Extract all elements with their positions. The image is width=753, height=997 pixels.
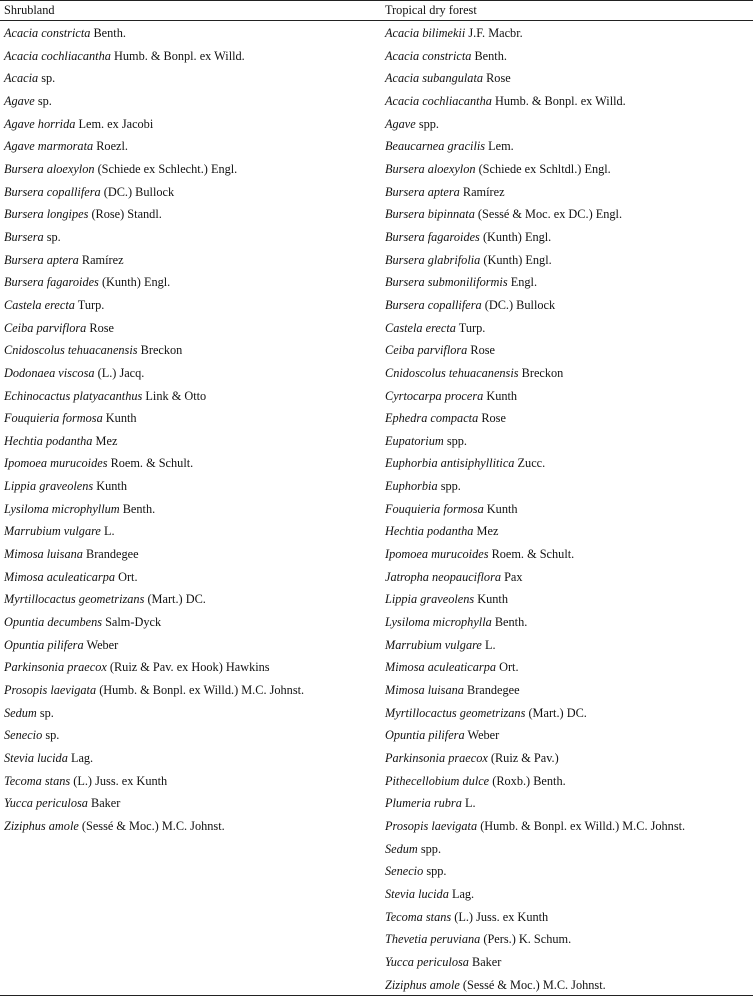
- species-name: Mimosa aculeaticarpa: [385, 660, 496, 675]
- species-name: Agave horrida: [4, 116, 76, 131]
- species-authority: (Rose) Standl.: [91, 207, 162, 222]
- species-row: [385, 362, 750, 385]
- species-name: Mimosa luisana: [4, 547, 83, 562]
- species-name: Opuntia pilifera: [4, 637, 84, 652]
- species-name: Sedum: [4, 705, 37, 720]
- species-row: [385, 385, 750, 408]
- species-name: Bursera fagaroides: [4, 275, 99, 290]
- species-authority: (Humb. & Bonpl. ex Willd.) M.C. Johnst.: [480, 818, 686, 833]
- species-name: Castela erecta: [385, 320, 456, 335]
- species-name: Ziziphus amole: [4, 818, 79, 833]
- species-authority: sp.: [39, 705, 54, 720]
- species-authority: (DC.) Bullock: [103, 184, 175, 199]
- species-name: Acacia constricta: [4, 26, 91, 40]
- species-name: Yucca periculosa: [4, 796, 88, 811]
- species-name: Bursera fagaroides: [385, 229, 480, 244]
- species-name: Acacia bilimekii: [385, 26, 466, 40]
- species-row: [4, 271, 374, 294]
- species-authority: Salm-Dyck: [105, 615, 162, 630]
- species-row: [385, 203, 750, 226]
- species-name: Euphorbia antisiphyllitica: [385, 456, 515, 471]
- species-authority: Turp.: [77, 297, 105, 312]
- species-row: [4, 747, 374, 770]
- species-authority: Roem. & Schult.: [491, 547, 575, 562]
- species-name: Mimosa aculeaticarpa: [4, 569, 115, 584]
- species-row: [385, 249, 750, 272]
- species-row: [4, 770, 374, 793]
- species-row: [385, 45, 750, 68]
- species-authority: (Pers.) K. Schum.: [483, 932, 572, 947]
- species-authority: Benth.: [494, 615, 528, 630]
- species-row: [385, 294, 750, 317]
- species-authority: Humb. & Bonpl. ex Willd.: [494, 93, 626, 108]
- species-row: [4, 249, 374, 272]
- species-row: [385, 113, 750, 136]
- species-row: [4, 430, 374, 453]
- species-row: [4, 317, 374, 340]
- species-name: Prosopis laevigata: [4, 683, 97, 698]
- species-name: Hechtia podantha: [385, 524, 474, 539]
- species-name: Dodonaea viscosa: [4, 365, 95, 380]
- species-row: [385, 90, 750, 113]
- species-name: Agave: [385, 116, 416, 131]
- species-name: Acacia cochliacantha: [385, 93, 492, 108]
- species-authority: Rose: [470, 343, 496, 358]
- species-row: [4, 611, 374, 634]
- species-row: [385, 611, 750, 634]
- species-authority: Kunth: [486, 388, 518, 403]
- species-authority: Ramírez: [81, 252, 124, 267]
- species-name: Ceiba parviflora: [4, 320, 87, 335]
- species-row: [4, 22, 374, 45]
- species-name: Castela erecta: [4, 297, 75, 312]
- species-row: [4, 67, 374, 90]
- species-row: [4, 566, 374, 589]
- species-name: Ceiba parviflora: [385, 343, 468, 358]
- species-name: Lysiloma microphylla: [385, 615, 492, 630]
- species-row: [4, 702, 374, 725]
- species-authority: Kunth: [96, 479, 127, 494]
- species-authority: Kunth: [486, 501, 518, 516]
- species-authority: (Sessé & Moc. ex DC.) Engl.: [477, 207, 623, 222]
- species-name: Senecio: [4, 728, 43, 743]
- species-authority: J.F. Macbr.: [468, 26, 523, 40]
- species-row: [4, 45, 374, 68]
- species-row: [4, 362, 374, 385]
- species-row: [385, 656, 750, 679]
- species-row: [4, 724, 374, 747]
- species-name: Agave: [4, 93, 35, 108]
- species-name: Bursera aloexylon: [4, 161, 95, 176]
- species-name: Bursera aptera: [385, 184, 460, 199]
- species-name: Marrubium vulgare: [4, 524, 101, 539]
- species-row: [385, 339, 750, 362]
- species-authority: sp.: [46, 229, 61, 244]
- species-row: [4, 226, 374, 249]
- species-row: [4, 792, 374, 815]
- species-authority: Lem. ex Jacobi: [78, 116, 154, 131]
- species-row: [385, 135, 750, 158]
- species-name: Ipomoea murucoides: [4, 456, 108, 471]
- species-authority: L.: [464, 796, 476, 811]
- species-name: Acacia: [4, 71, 39, 86]
- species-name: Acacia constricta: [385, 48, 472, 63]
- species-name: Stevia lucida: [385, 886, 449, 901]
- species-authority: Ort.: [499, 660, 519, 675]
- species-row: [385, 271, 750, 294]
- species-authority: Baker: [472, 954, 502, 969]
- species-name: Ephedra compacta: [385, 411, 479, 426]
- column-header-tropical-dry-forest: Tropical dry forest: [385, 3, 477, 17]
- species-row: [4, 158, 374, 181]
- species-authority: Lag.: [70, 751, 94, 765]
- species-row: [385, 838, 750, 861]
- species-authority: L.: [103, 524, 115, 539]
- species-name: Myrtillocactus geometrizans: [4, 592, 145, 607]
- species-authority: Weber: [86, 637, 119, 652]
- species-name: Fouquieria formosa: [385, 501, 484, 516]
- species-row: [385, 430, 750, 453]
- species-name: Ipomoea murucoides: [385, 547, 489, 562]
- species-authority: Lag.: [451, 886, 475, 901]
- species-row: [4, 385, 374, 408]
- species-name: Lysiloma microphyllum: [4, 501, 120, 516]
- species-name: Myrtillocactus geometrizans: [385, 705, 526, 720]
- species-authority: (L.) Jacq.: [97, 365, 145, 380]
- table-header-rule: [0, 20, 753, 21]
- species-authority: (Schiede ex Schltdl.) Engl.: [478, 161, 611, 176]
- species-name: Prosopis laevigata: [385, 818, 478, 833]
- species-row: [385, 475, 750, 498]
- table-bottom-rule: [0, 995, 753, 996]
- species-name: Marrubium vulgare: [385, 637, 482, 652]
- species-authority: Brandegee: [86, 547, 139, 562]
- species-row: [385, 883, 750, 906]
- species-row: [385, 770, 750, 793]
- species-row: [385, 22, 750, 45]
- species-name: Bursera: [4, 229, 44, 244]
- species-authority: Pax: [504, 569, 523, 584]
- species-authority: (Kunth) Engl.: [101, 275, 171, 290]
- species-name: Cnidoscolus tehuacanensis: [4, 343, 138, 358]
- species-row: [385, 158, 750, 181]
- species-authority: (Mart.) DC.: [528, 705, 587, 720]
- species-authority: Breckon: [140, 343, 183, 358]
- species-row: [385, 498, 750, 521]
- species-row: [385, 747, 750, 770]
- species-authority: (L.) Juss. ex Kunth: [73, 773, 168, 788]
- species-name: Bursera aloexylon: [385, 161, 476, 176]
- species-authority: (Kunth) Engl.: [482, 229, 552, 244]
- species-authority: (Schiede ex Schlecht.) Engl.: [97, 161, 238, 176]
- species-row: [385, 815, 750, 838]
- species-name: Bursera longipes: [4, 207, 89, 222]
- species-name: Lippia graveolens: [385, 592, 475, 607]
- species-row: [4, 543, 374, 566]
- species-row: [385, 520, 750, 543]
- species-authority: Baker: [91, 796, 121, 811]
- species-row: [385, 407, 750, 430]
- tropical-dry-forest-species-list: [385, 22, 750, 996]
- species-authority: Brandegee: [467, 683, 520, 698]
- species-authority: Weber: [467, 728, 500, 743]
- species-row: [385, 951, 750, 974]
- species-name: Lippia graveolens: [4, 479, 94, 494]
- species-authority: (Mart.) DC.: [147, 592, 206, 607]
- table-top-rule: [0, 0, 753, 1]
- species-name: Ziziphus amole: [385, 977, 460, 992]
- species-row: [385, 702, 750, 725]
- species-row: [4, 90, 374, 113]
- species-row: [4, 452, 374, 475]
- species-authority: Engl.: [510, 275, 538, 290]
- species-row: [4, 498, 374, 521]
- species-row: [385, 317, 750, 340]
- species-name: Jatropha neopauciflora: [385, 569, 502, 584]
- species-authority: spp.: [420, 841, 442, 856]
- species-name: Opuntia decumbens: [4, 615, 103, 630]
- species-authority: (L.) Juss. ex Kunth: [454, 909, 549, 924]
- shrubland-species-list: [4, 22, 374, 838]
- species-name: Cnidoscolus tehuacanensis: [385, 365, 519, 380]
- species-authority: (Kunth) Engl.: [483, 252, 552, 267]
- species-authority: Lem.: [488, 139, 514, 154]
- species-authority: Mez: [95, 433, 118, 448]
- species-name: Eupatorium: [385, 433, 444, 448]
- species-name: Acacia subangulata: [385, 71, 484, 86]
- species-authority: (DC.) Bullock: [484, 297, 556, 312]
- species-authority: Ramírez: [462, 184, 505, 199]
- column-header-shrubland: Shrubland: [4, 3, 55, 17]
- species-row: [4, 113, 374, 136]
- species-authority: Humb. & Bonpl. ex Willd.: [113, 48, 245, 63]
- species-row: [385, 566, 750, 589]
- species-authority: (Sessé & Moc.) M.C. Johnst.: [81, 818, 225, 833]
- species-row: [385, 792, 750, 815]
- species-name: Acacia cochliacantha: [4, 48, 111, 63]
- species-name: Pithecellobium dulce: [385, 773, 490, 788]
- species-authority: spp.: [440, 479, 461, 494]
- species-name: Beaucarnea gracilis: [385, 139, 486, 154]
- species-authority: Turp.: [458, 320, 486, 335]
- species-name: Parkinsonia praecox: [385, 751, 488, 765]
- species-authority: Breckon: [521, 365, 564, 380]
- species-row: [4, 679, 374, 702]
- species-row: [4, 588, 374, 611]
- species-row: [385, 181, 750, 204]
- species-authority: Benth.: [474, 48, 507, 63]
- species-authority: Link & Otto: [145, 388, 207, 403]
- species-authority: (Ruiz & Pav. ex Hook) Hawkins: [109, 660, 270, 675]
- species-row: [385, 543, 750, 566]
- species-row: [4, 520, 374, 543]
- species-authority: spp.: [418, 116, 439, 131]
- species-row: [385, 974, 750, 997]
- species-row: [4, 475, 374, 498]
- species-name: Euphorbia: [385, 479, 438, 494]
- species-row: [385, 724, 750, 747]
- species-name: Bursera aptera: [4, 252, 79, 267]
- species-row: [385, 67, 750, 90]
- species-authority: sp.: [37, 93, 52, 108]
- species-authority: Rose: [89, 320, 115, 335]
- species-authority: Rose: [486, 71, 511, 86]
- species-row: [4, 294, 374, 317]
- species-authority: (Roxb.) Benth.: [492, 773, 566, 788]
- species-authority: Benth.: [122, 501, 156, 516]
- species-row: [4, 181, 374, 204]
- species-row: [4, 656, 374, 679]
- species-row: [385, 928, 750, 951]
- species-row: [4, 407, 374, 430]
- species-name: Yucca periculosa: [385, 954, 469, 969]
- species-authority: Ort.: [118, 569, 138, 584]
- species-name: Fouquieria formosa: [4, 411, 103, 426]
- species-name: Bursera submoniliformis: [385, 275, 508, 290]
- species-name: Echinocactus platyacanthus: [4, 388, 143, 403]
- species-authority: L.: [484, 637, 496, 652]
- species-authority: sp.: [45, 728, 60, 743]
- species-name: Bursera bipinnata: [385, 207, 475, 222]
- species-name: Agave marmorata: [4, 139, 94, 154]
- species-authority: (Ruiz & Pav.): [490, 751, 559, 765]
- species-row: [4, 339, 374, 362]
- species-row: [385, 860, 750, 883]
- species-authority: spp.: [446, 433, 468, 448]
- species-name: Bursera copallifera: [385, 297, 482, 312]
- species-row: [4, 634, 374, 657]
- species-authority: Roem. & Schult.: [110, 456, 194, 471]
- species-name: Mimosa luisana: [385, 683, 464, 698]
- species-row: [385, 226, 750, 249]
- species-row: [385, 634, 750, 657]
- species-row: [385, 588, 750, 611]
- species-name: Parkinsonia praecox: [4, 660, 107, 675]
- species-name: Tecoma stans: [4, 773, 71, 788]
- species-name: Senecio: [385, 864, 424, 879]
- species-authority: Zucc.: [517, 456, 546, 471]
- species-authority: Benth.: [93, 26, 126, 40]
- species-row: [4, 203, 374, 226]
- species-name: Hechtia podantha: [4, 433, 93, 448]
- species-row: [385, 906, 750, 929]
- species-name: Tecoma stans: [385, 909, 452, 924]
- species-row: [385, 679, 750, 702]
- species-name: Stevia lucida: [4, 751, 68, 765]
- species-row: [4, 815, 374, 838]
- species-name: Bursera glabrifolia: [385, 252, 481, 267]
- species-row: [4, 135, 374, 158]
- species-authority: Mez: [476, 524, 499, 539]
- species-authority: (Sessé & Moc.) M.C. Johnst.: [462, 977, 606, 992]
- species-name: Sedum: [385, 841, 418, 856]
- species-authority: Roezl.: [96, 139, 128, 154]
- species-name: Bursera copallifera: [4, 184, 101, 199]
- species-authority: spp.: [426, 864, 447, 879]
- species-row: [385, 452, 750, 475]
- species-authority: Kunth: [105, 411, 137, 426]
- species-authority: Kunth: [477, 592, 508, 607]
- species-name: Plumeria rubra: [385, 796, 462, 811]
- species-authority: (Humb. & Bonpl. ex Willd.) M.C. Johnst.: [99, 683, 305, 698]
- species-name: Opuntia pilifera: [385, 728, 465, 743]
- species-authority: sp.: [41, 71, 56, 86]
- species-name: Cyrtocarpa procera: [385, 388, 484, 403]
- species-authority: Rose: [481, 411, 506, 426]
- species-name: Thevetia peruviana: [385, 932, 481, 947]
